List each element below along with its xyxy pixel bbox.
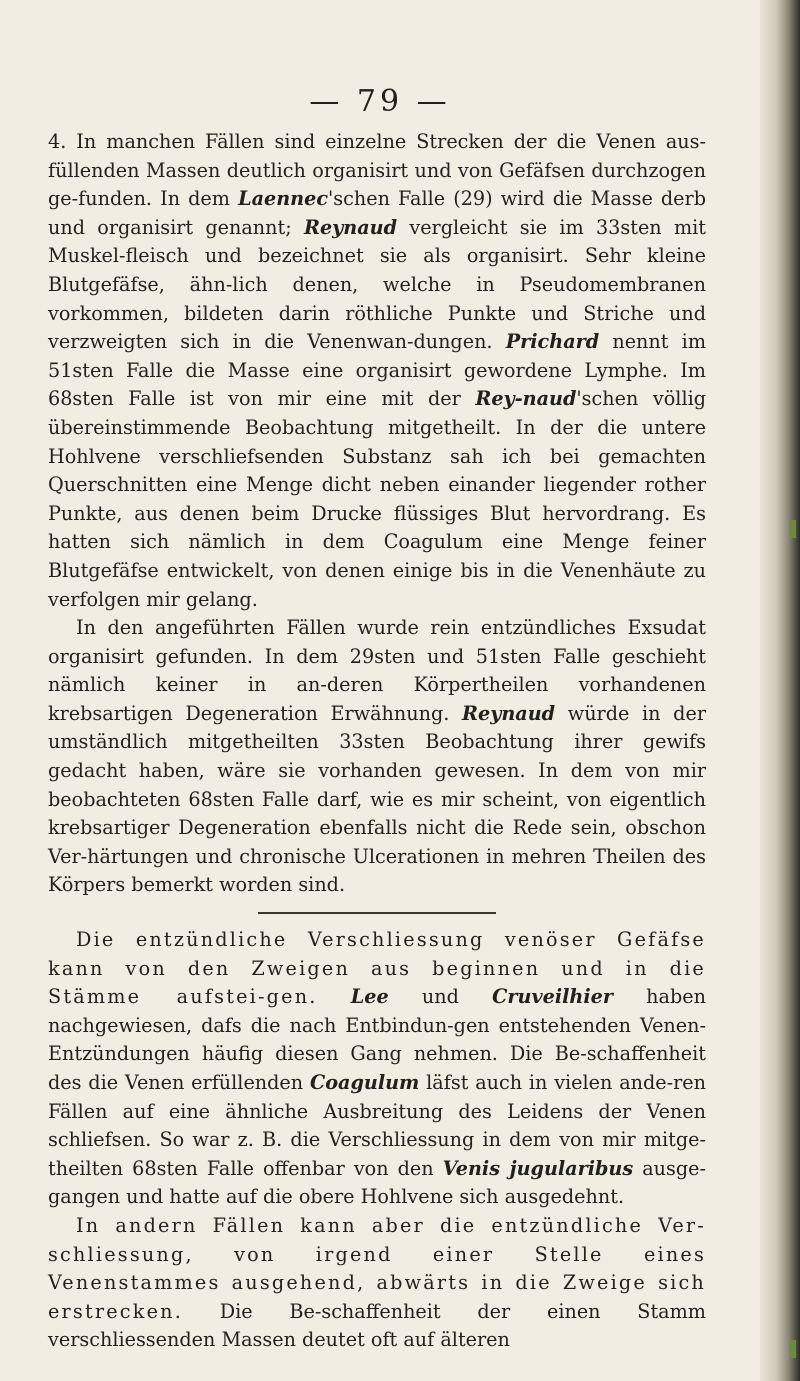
edge-stain-mark (790, 1340, 796, 1358)
italic-name: Coagulum (309, 1071, 420, 1094)
italic-name: Venis jugularibus (442, 1156, 634, 1180)
italic-name: Cruveilhier (492, 985, 613, 1009)
italic-name: Laennec (238, 187, 329, 211)
text-run: vergleicht sie im 33sten mit Muskel-fleisch und bezeichnet sie als organisirt. Sehr kleine Blutgefäfse, ähn-lich denen, welche in Pseudomembranen vorkommen, bildeten darin röthliche Punkte und Striche und verzweigten sich in die Venenwan-dungen. (48, 215, 706, 354)
text-run: In den angeführten Fällen wurde rein entzündliches Exsudat organisirt gefunden. In dem 29sten und 51sten Falle geschieht nämlich keiner in an-deren Körpertheilen vorhandenen krebsartigen Degeneration Erwähnung. (48, 616, 706, 725)
paragraph (48, 926, 706, 1212)
paragraph (48, 1212, 706, 1355)
text-run (318, 985, 351, 1008)
text-run: 'schen Falle (29) wird die Masse derb und organisirt genannt; (48, 187, 706, 239)
paragraph (48, 614, 706, 900)
section-divider (258, 912, 496, 914)
text-run: nennt im 51sten Falle die Masse eine organisirt gewordene Lymphe. Im 68sten Falle ist von mir eine mit der (48, 330, 707, 411)
page-number: — 79 — (309, 84, 451, 119)
text-run: 4. In manchen Fällen sind einzelne Strecken der die Venen aus-füllenden Massen deutlich organisirt und von Gefäfsen durchzogen ge-funden. In dem (48, 130, 706, 211)
text-run: ausge-gangen und hatte auf die obere Hohlvene sich ausgedehnt. (48, 1156, 706, 1209)
text-run: 'schen völlig übereinstimmende Beobachtung mitgetheilt. In der die untere Hohlvene verschliefsenden Substanz sah ich bei gemachten Querschnitten eine Menge dicht neben einander liegender rother Punkte, aus denen beim Drucke flüssiges Blut hervordrang. Es hatten sich nämlich in dem Coagulum eine Menge feiner Blutgefäfse entwickelt, von denen einige bis in die Venenhäute zu verfolgen mir gelang. (48, 387, 707, 611)
spaced-emphasis: In andern Fällen kann aber die entzündliche Ver-schliessung, von irgend einer Stelle eines Venenstammes ausgehend, abwärts in die Zweige sich erstrecken. (48, 1213, 706, 1323)
text-run: läfst auch in vielen ande-ren Fällen auf eine ähnliche Ausbreitung des Leidens der Venen schliefsen. So war z. B. die Verschliessung in dem von mir mitge-theilten 68sten Falle offenbar von den (48, 1071, 706, 1180)
page-edge-shadow (760, 0, 800, 1381)
italic-name: Prichard (505, 330, 600, 354)
italic-name: Reynaud (304, 215, 398, 239)
body-text (48, 128, 706, 1355)
text-run: haben nachgewiesen, dafs die nach Entbindun-gen entstehenden Venen-Entzündungen häufig diesen Gang nehmen. Die Be-schaffenheit des die Venen erfüllenden (48, 985, 706, 1094)
paragraph (48, 128, 706, 614)
text-run: würde in der umständlich mitgetheilten 33sten Beobachtung ihrer gewifs gedacht haben, wäre sie vorhanden gewesen. In dem von mir beobachteten 68sten Falle darf, wie es mir scheint, von eigentlich krebsartiger Degeneration ebenfalls nicht die Rede sein, obschon Ver-härtungen und chronische Ulcerationen in mehren Theilen des Körpers bemerkt worden sind. (48, 701, 706, 897)
text-run: Die Be-schaffenheit der einen Stamm verschliessenden Massen deutet oft auf älteren (48, 1299, 706, 1352)
italic-name: Rey-naud (475, 387, 577, 411)
italic-name: Lee (350, 985, 389, 1009)
spaced-emphasis: Die entzündliche Verschliessung venöser Gefäfse kann von den Zweigen aus beginnen und in die Stämme aufstei-gen. (48, 928, 706, 1009)
edge-stain-mark (790, 520, 796, 538)
italic-name: Reynaud (462, 701, 556, 725)
text-run: und (388, 985, 493, 1009)
